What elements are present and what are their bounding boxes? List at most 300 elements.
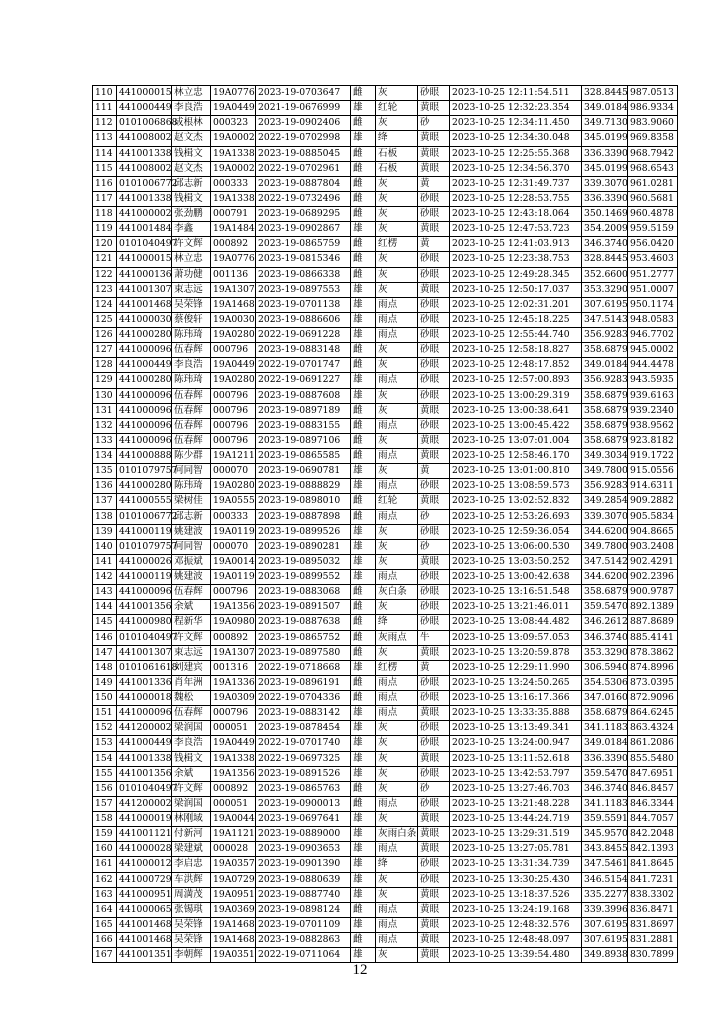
ring-number-cell: 2023-19-0865752 — [256, 630, 351, 645]
sex-cell: 雄 — [351, 388, 376, 403]
rank-cell: 134 — [93, 449, 117, 464]
sex-cell: 雄 — [351, 736, 376, 751]
rank-cell: 148 — [93, 660, 117, 675]
owner-name-cell: 李鑫 — [172, 222, 211, 237]
shed-id-cell: 19A0280 — [211, 479, 256, 494]
eye-color-cell: 砂眼 — [418, 479, 450, 494]
member-id-cell: 441001338 — [117, 191, 172, 206]
ring-number-cell: 2022-19-0732496 — [256, 191, 351, 206]
speed-cell: 919.1722 — [628, 449, 678, 464]
ring-number-cell: 2023-19-0897580 — [256, 645, 351, 660]
rank-cell: 164 — [93, 902, 117, 917]
arrival-time-cell: 2023-10-25 13:03:50.252 — [450, 554, 582, 569]
rank-cell: 115 — [93, 161, 117, 176]
eye-color-cell: 黄眼 — [418, 917, 450, 932]
feather-color-cell: 灰 — [376, 812, 418, 827]
ring-number-cell: 2023-19-0888829 — [256, 479, 351, 494]
shed-id-cell: 19A0729 — [211, 872, 256, 887]
shed-id-cell: 000796 — [211, 585, 256, 600]
speed-cell: 874.8996 — [628, 660, 678, 675]
member-id-cell: 0101006772 — [117, 509, 172, 524]
distance-cell: 347.0160 — [582, 691, 628, 706]
member-id-cell: 0101079757 — [117, 464, 172, 479]
sex-cell: 雌 — [351, 252, 376, 267]
sex-cell: 雄 — [351, 539, 376, 554]
ring-number-cell: 2023-19-0878454 — [256, 721, 351, 736]
eye-color-cell: 牛 — [418, 630, 450, 645]
table-row — [93, 328, 678, 343]
owner-name-cell: 车洪辉 — [172, 872, 211, 887]
member-id-cell: 0101061618 — [117, 660, 172, 675]
distance-cell: 349.0184 — [582, 358, 628, 373]
shed-id-cell: 19A1338 — [211, 146, 256, 161]
sex-cell: 雌 — [351, 630, 376, 645]
distance-cell: 336.3390 — [582, 146, 628, 161]
arrival-time-cell: 2023-10-25 12:29:11.990 — [450, 660, 582, 675]
owner-name-cell: 吴荣锋 — [172, 933, 211, 948]
rank-cell: 152 — [93, 721, 117, 736]
rank-cell: 125 — [93, 312, 117, 327]
feather-color-cell: 红轮 — [376, 101, 418, 116]
ring-number-cell: 2023-19-0897106 — [256, 433, 351, 448]
feather-color-cell: 灰 — [376, 222, 418, 237]
arrival-time-cell: 2023-10-25 12:48:32.576 — [450, 917, 582, 932]
speed-cell: 855.5480 — [628, 751, 678, 766]
member-id-cell: 441000015 — [117, 252, 172, 267]
arrival-time-cell: 2023-10-25 12:50:17.037 — [450, 282, 582, 297]
shed-id-cell: 19A0030 — [211, 312, 256, 327]
distance-cell: 352.6600 — [582, 267, 628, 282]
ring-number-cell: 2023-19-0899526 — [256, 524, 351, 539]
distance-cell: 354.2009 — [582, 222, 628, 237]
feather-color-cell: 红楞 — [376, 237, 418, 252]
table-row — [93, 887, 678, 902]
shed-id-cell: 19A0014 — [211, 554, 256, 569]
ring-number-cell: 2023-19-0885045 — [256, 146, 351, 161]
member-id-cell: 441000555 — [117, 494, 172, 509]
rank-cell: 124 — [93, 297, 117, 312]
member-id-cell: 0101040497 — [117, 237, 172, 252]
arrival-time-cell: 2023-10-25 12:02:31.201 — [450, 297, 582, 312]
speed-cell: 956.0420 — [628, 237, 678, 252]
arrival-time-cell: 2023-10-25 13:13:49.341 — [450, 721, 582, 736]
table-row — [93, 570, 678, 585]
sex-cell: 雄 — [351, 101, 376, 116]
sex-cell: 雌 — [351, 933, 376, 948]
distance-cell: 358.6879 — [582, 706, 628, 721]
rank-cell: 139 — [93, 524, 117, 539]
sex-cell: 雌 — [351, 237, 376, 252]
table-row — [93, 403, 678, 418]
owner-name-cell: 钱楫文 — [172, 191, 211, 206]
owner-name-cell: 梁润国 — [172, 721, 211, 736]
sex-cell: 雄 — [351, 328, 376, 343]
owner-name-cell: 萧功健 — [172, 267, 211, 282]
sex-cell: 雌 — [351, 433, 376, 448]
eye-color-cell: 黄眼 — [418, 101, 450, 116]
member-id-cell: 441001484 — [117, 222, 172, 237]
member-id-cell: 441001468 — [117, 933, 172, 948]
distance-cell: 339.3070 — [582, 176, 628, 191]
distance-cell: 358.6879 — [582, 388, 628, 403]
distance-cell: 358.6879 — [582, 418, 628, 433]
distance-cell: 349.0184 — [582, 101, 628, 116]
ring-number-cell: 2022-19-0701747 — [256, 358, 351, 373]
feather-color-cell: 雨点 — [376, 418, 418, 433]
ring-number-cell: 2023-19-0896191 — [256, 675, 351, 690]
shed-id-cell: 19A1307 — [211, 645, 256, 660]
owner-name-cell: 梁树佳 — [172, 494, 211, 509]
table-row — [93, 827, 678, 842]
eye-color-cell: 黄眼 — [418, 161, 450, 176]
owner-name-cell: 邱志新 — [172, 176, 211, 191]
shed-id-cell: 19A1484 — [211, 222, 256, 237]
eye-color-cell: 砂眼 — [418, 312, 450, 327]
owner-name-cell: 何同智 — [172, 539, 211, 554]
owner-name-cell: 姚建波 — [172, 570, 211, 585]
owner-name-cell: 陈玮琦 — [172, 479, 211, 494]
sex-cell: 雄 — [351, 479, 376, 494]
rank-cell: 150 — [93, 691, 117, 706]
distance-cell: 349.7130 — [582, 116, 628, 131]
ring-number-cell: 2022-19-0691228 — [256, 328, 351, 343]
shed-id-cell: 19A0449 — [211, 101, 256, 116]
table-row — [93, 312, 678, 327]
shed-id-cell: 19A1468 — [211, 297, 256, 312]
distance-cell: 344.6200 — [582, 524, 628, 539]
eye-color-cell: 黄 — [418, 464, 450, 479]
arrival-time-cell: 2023-10-25 13:24:00.947 — [450, 736, 582, 751]
owner-name-cell: 邱志新 — [172, 509, 211, 524]
speed-cell: 847.6951 — [628, 766, 678, 781]
owner-name-cell: 付新河 — [172, 827, 211, 842]
arrival-time-cell: 2023-10-25 13:09:57.053 — [450, 630, 582, 645]
shed-id-cell: 19A0119 — [211, 524, 256, 539]
eye-color-cell: 黄眼 — [418, 403, 450, 418]
eye-color-cell: 黄眼 — [418, 902, 450, 917]
speed-cell: 987.0513 — [628, 86, 678, 101]
rank-cell: 158 — [93, 812, 117, 827]
speed-cell: 904.8665 — [628, 524, 678, 539]
speed-cell: 842.2048 — [628, 827, 678, 842]
owner-name-cell: 余斌 — [172, 766, 211, 781]
shed-id-cell: 000051 — [211, 796, 256, 811]
eye-color-cell: 黄眼 — [418, 554, 450, 569]
owner-name-cell: 邓振斌 — [172, 554, 211, 569]
arrival-time-cell: 2023-10-25 12:58:46.170 — [450, 449, 582, 464]
member-id-cell: 441000028 — [117, 842, 172, 857]
owner-name-cell: 钱楫文 — [172, 146, 211, 161]
owner-name-cell: 许文辉 — [172, 237, 211, 252]
member-id-cell: 441000096 — [117, 585, 172, 600]
distance-cell: 347.5142 — [582, 554, 628, 569]
member-id-cell: 441000119 — [117, 570, 172, 585]
shed-id-cell: 000333 — [211, 509, 256, 524]
distance-cell: 359.5591 — [582, 812, 628, 827]
rank-cell: 123 — [93, 282, 117, 297]
feather-color-cell: 灰 — [376, 887, 418, 902]
rank-cell: 127 — [93, 343, 117, 358]
speed-cell: 969.8358 — [628, 131, 678, 146]
rank-cell: 137 — [93, 494, 117, 509]
ring-number-cell: 2022-19-0718668 — [256, 660, 351, 675]
sex-cell: 雄 — [351, 222, 376, 237]
ring-number-cell: 2023-19-0701138 — [256, 297, 351, 312]
feather-color-cell: 灰 — [376, 343, 418, 358]
ring-number-cell: 2022-19-0701740 — [256, 736, 351, 751]
eye-color-cell: 砂眼 — [418, 796, 450, 811]
speed-cell: 959.5159 — [628, 222, 678, 237]
speed-cell: 872.9096 — [628, 691, 678, 706]
member-id-cell: 441000280 — [117, 373, 172, 388]
shed-id-cell: 19A1338 — [211, 191, 256, 206]
shed-id-cell: 19A0280 — [211, 373, 256, 388]
speed-cell: 846.3344 — [628, 796, 678, 811]
owner-name-cell: 林刚域 — [172, 812, 211, 827]
sex-cell: 雌 — [351, 146, 376, 161]
eye-color-cell: 砂眼 — [418, 252, 450, 267]
table-row — [93, 645, 678, 660]
table-row — [93, 539, 678, 554]
feather-color-cell: 雨点 — [376, 902, 418, 917]
shed-id-cell: 19A1338 — [211, 751, 256, 766]
arrival-time-cell: 2023-10-25 12:58:18.827 — [450, 343, 582, 358]
sex-cell: 雌 — [351, 418, 376, 433]
shed-id-cell: 19A0280 — [211, 328, 256, 343]
feather-color-cell: 灰 — [376, 86, 418, 101]
rank-cell: 144 — [93, 600, 117, 615]
sex-cell: 雌 — [351, 494, 376, 509]
feather-color-cell: 雨点 — [376, 373, 418, 388]
owner-name-cell: 赵文杰 — [172, 161, 211, 176]
arrival-time-cell: 2023-10-25 13:00:38.641 — [450, 403, 582, 418]
member-id-cell: 441000280 — [117, 479, 172, 494]
eye-color-cell: 黄眼 — [418, 887, 450, 902]
feather-color-cell: 雨点 — [376, 479, 418, 494]
member-id-cell: 441000012 — [117, 857, 172, 872]
sex-cell: 雄 — [351, 812, 376, 827]
shed-id-cell: 000070 — [211, 464, 256, 479]
rank-cell: 166 — [93, 933, 117, 948]
owner-name-cell: 许文辉 — [172, 630, 211, 645]
eye-color-cell: 黄眼 — [418, 494, 450, 509]
eye-color-cell: 黄眼 — [418, 827, 450, 842]
ring-number-cell: 2023-19-0897189 — [256, 403, 351, 418]
sex-cell: 雌 — [351, 902, 376, 917]
speed-cell: 960.5681 — [628, 191, 678, 206]
table-row — [93, 857, 678, 872]
arrival-time-cell: 2023-10-25 12:32:23.354 — [450, 101, 582, 116]
speed-cell: 905.5834 — [628, 509, 678, 524]
distance-cell: 307.6195 — [582, 933, 628, 948]
ring-number-cell: 2023-19-0887638 — [256, 615, 351, 630]
sex-cell: 雄 — [351, 570, 376, 585]
feather-color-cell: 雨点 — [376, 509, 418, 524]
rank-cell: 128 — [93, 358, 117, 373]
shed-id-cell: 19A1356 — [211, 600, 256, 615]
feather-color-cell: 红轮 — [376, 494, 418, 509]
ring-number-cell: 2023-19-0689295 — [256, 207, 351, 222]
owner-name-cell: 赵文杰 — [172, 131, 211, 146]
eye-color-cell: 黄眼 — [418, 146, 450, 161]
ring-number-cell: 2023-19-0865585 — [256, 449, 351, 464]
member-id-cell: 0101079757 — [117, 539, 172, 554]
shed-id-cell: 19A1211 — [211, 449, 256, 464]
sex-cell: 雄 — [351, 842, 376, 857]
distance-cell: 346.3740 — [582, 630, 628, 645]
shed-id-cell: 000028 — [211, 842, 256, 857]
feather-color-cell: 灰 — [376, 267, 418, 282]
rank-cell: 163 — [93, 887, 117, 902]
member-id-cell: 441000449 — [117, 101, 172, 116]
shed-id-cell: 19A0369 — [211, 902, 256, 917]
owner-name-cell: 肖年洲 — [172, 675, 211, 690]
table-row — [93, 766, 678, 781]
owner-name-cell: 李良浩 — [172, 358, 211, 373]
feather-color-cell: 雨点 — [376, 933, 418, 948]
member-id-cell: 441001121 — [117, 827, 172, 842]
owner-name-cell: 吴荣锋 — [172, 297, 211, 312]
owner-name-cell: 陈少群 — [172, 449, 211, 464]
rank-cell: 143 — [93, 585, 117, 600]
distance-cell: 346.5154 — [582, 872, 628, 887]
eye-color-cell: 黄 — [418, 176, 450, 191]
shed-id-cell: 001136 — [211, 267, 256, 282]
member-id-cell: 441000449 — [117, 358, 172, 373]
table-row — [93, 297, 678, 312]
member-id-cell: 441001356 — [117, 600, 172, 615]
rank-cell: 131 — [93, 403, 117, 418]
member-id-cell: 441000096 — [117, 433, 172, 448]
rank-cell: 112 — [93, 116, 117, 131]
member-id-cell: 0101006772 — [117, 176, 172, 191]
distance-cell: 358.6879 — [582, 403, 628, 418]
member-id-cell: 441000888 — [117, 449, 172, 464]
ring-number-cell: 2023-19-0902406 — [256, 116, 351, 131]
rank-cell: 153 — [93, 736, 117, 751]
feather-color-cell: 灰 — [376, 524, 418, 539]
sex-cell: 雄 — [351, 282, 376, 297]
speed-cell: 846.8457 — [628, 781, 678, 796]
distance-cell: 359.5470 — [582, 600, 628, 615]
table-row — [93, 237, 678, 252]
feather-color-cell: 灰 — [376, 600, 418, 615]
eye-color-cell: 砂 — [418, 539, 450, 554]
sex-cell: 雌 — [351, 781, 376, 796]
speed-cell: 986.9334 — [628, 101, 678, 116]
sex-cell: 雄 — [351, 312, 376, 327]
arrival-time-cell: 2023-10-25 12:53:26.693 — [450, 509, 582, 524]
speed-cell: 892.1389 — [628, 600, 678, 615]
sex-cell: 雄 — [351, 721, 376, 736]
shed-id-cell: 19A0980 — [211, 615, 256, 630]
rank-cell: 135 — [93, 464, 117, 479]
ring-number-cell: 2023-19-0883068 — [256, 585, 351, 600]
owner-name-cell: 李启忠 — [172, 857, 211, 872]
rank-cell: 151 — [93, 706, 117, 721]
member-id-cell: 0101006868 — [117, 116, 172, 131]
rank-cell: 145 — [93, 615, 117, 630]
shed-id-cell: 000892 — [211, 630, 256, 645]
speed-cell: 842.1393 — [628, 842, 678, 857]
member-id-cell: 441200002 — [117, 721, 172, 736]
rank-cell: 113 — [93, 131, 117, 146]
member-id-cell: 441000729 — [117, 872, 172, 887]
speed-cell: 831.8697 — [628, 917, 678, 932]
member-id-cell: 441000030 — [117, 312, 172, 327]
distance-cell: 356.9283 — [582, 479, 628, 494]
table-row — [93, 464, 678, 479]
ring-number-cell: 2022-19-0702961 — [256, 161, 351, 176]
ring-number-cell: 2023-19-0882863 — [256, 933, 351, 948]
rank-cell: 154 — [93, 751, 117, 766]
owner-name-cell: 李良浩 — [172, 101, 211, 116]
rank-cell: 122 — [93, 267, 117, 282]
table-row — [93, 554, 678, 569]
ring-number-cell: 2023-19-0886606 — [256, 312, 351, 327]
speed-cell: 948.0583 — [628, 312, 678, 327]
ring-number-cell: 2023-19-0703647 — [256, 86, 351, 101]
member-id-cell: 441000280 — [117, 328, 172, 343]
feather-color-cell: 雨点 — [376, 706, 418, 721]
shed-id-cell: 19A0449 — [211, 358, 256, 373]
speed-cell: 939.2340 — [628, 403, 678, 418]
eye-color-cell: 黄眼 — [418, 449, 450, 464]
speed-cell: 950.1174 — [628, 297, 678, 312]
speed-cell: 861.2086 — [628, 736, 678, 751]
sex-cell: 雌 — [351, 176, 376, 191]
shed-id-cell: 000796 — [211, 418, 256, 433]
rank-cell: 149 — [93, 675, 117, 690]
rank-cell: 121 — [93, 252, 117, 267]
eye-color-cell: 黄 — [418, 660, 450, 675]
arrival-time-cell: 2023-10-25 13:44:24.719 — [450, 812, 582, 827]
eye-color-cell: 砂眼 — [418, 388, 450, 403]
member-id-cell: 441000449 — [117, 736, 172, 751]
feather-color-cell: 雨点 — [376, 675, 418, 690]
ring-number-cell: 2023-19-0891526 — [256, 766, 351, 781]
feather-color-cell: 灰 — [376, 388, 418, 403]
ring-number-cell: 2023-19-0900013 — [256, 796, 351, 811]
distance-cell: 335.2277 — [582, 887, 628, 902]
rank-cell: 160 — [93, 842, 117, 857]
sex-cell: 雄 — [351, 751, 376, 766]
table-row — [93, 267, 678, 282]
rank-cell: 147 — [93, 645, 117, 660]
distance-cell: 349.3034 — [582, 449, 628, 464]
arrival-time-cell: 2023-10-25 13:30:25.430 — [450, 872, 582, 887]
sex-cell: 雄 — [351, 766, 376, 781]
member-id-cell: 441000096 — [117, 343, 172, 358]
sex-cell: 雌 — [351, 207, 376, 222]
sex-cell: 雌 — [351, 615, 376, 630]
feather-color-cell: 灰 — [376, 781, 418, 796]
eye-color-cell: 黄眼 — [418, 645, 450, 660]
table-row — [93, 917, 678, 932]
sex-cell: 雌 — [351, 358, 376, 373]
eye-color-cell: 黄 — [418, 237, 450, 252]
shed-id-cell: 000796 — [211, 706, 256, 721]
eye-color-cell: 砂眼 — [418, 343, 450, 358]
arrival-time-cell: 2023-10-25 13:00:29.319 — [450, 388, 582, 403]
sex-cell: 雌 — [351, 161, 376, 176]
distance-cell: 358.6879 — [582, 433, 628, 448]
member-id-cell: 441000119 — [117, 524, 172, 539]
arrival-time-cell: 2023-10-25 12:45:18.225 — [450, 312, 582, 327]
table-row — [93, 872, 678, 887]
ring-number-cell: 2022-19-0697325 — [256, 751, 351, 766]
shed-id-cell: 19A0449 — [211, 736, 256, 751]
